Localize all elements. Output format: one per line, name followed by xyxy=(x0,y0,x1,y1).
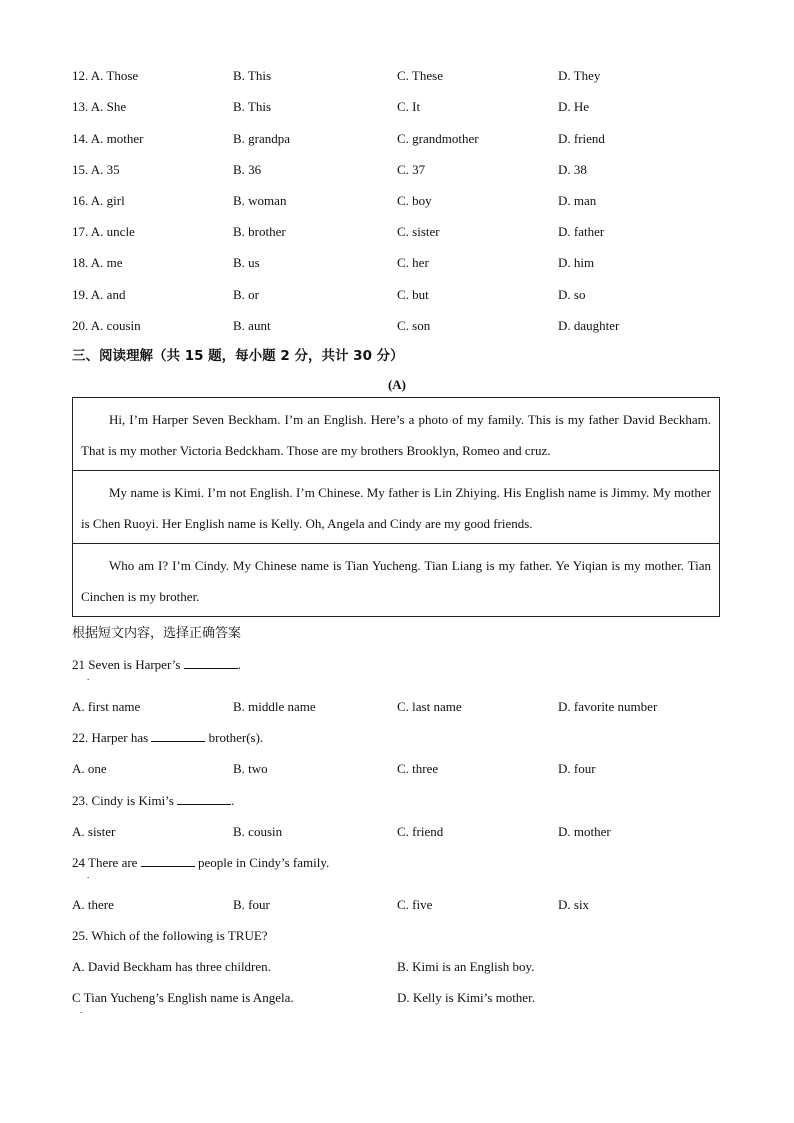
instruction: 根据短文内容，选择正确答案 xyxy=(72,626,242,641)
question-stem xyxy=(72,729,732,747)
option-b: B. woman xyxy=(233,193,287,208)
option-b: B. Kimi is an English boy. xyxy=(397,959,535,974)
list-item xyxy=(72,317,732,335)
option-c: C. 37 xyxy=(397,162,426,177)
list-item xyxy=(72,989,732,1007)
option-a: A. there xyxy=(72,897,114,912)
option-b: B. aunt xyxy=(233,318,271,333)
list-item xyxy=(72,130,732,148)
option-a: 16. A. girl xyxy=(72,193,125,208)
list-item xyxy=(72,896,732,914)
list-item xyxy=(72,958,732,976)
stem-text: 24 There are xyxy=(72,855,141,870)
list-item xyxy=(72,254,732,272)
option-c: C. These xyxy=(397,68,443,83)
stem-text: . xyxy=(237,657,241,672)
list-item xyxy=(72,698,732,716)
option-c: C. son xyxy=(397,318,431,333)
list-item xyxy=(72,760,732,778)
option-a: A. sister xyxy=(72,824,116,839)
question-stem xyxy=(72,656,732,674)
passage-text: Who am I? I’m Cindy. My Chinese name is Tian Yucheng. Tian Liang is my father. Ye Yiqian is my mother. Tian Cinchen is my brother. xyxy=(81,558,711,604)
option-b: B. middle name xyxy=(233,699,316,714)
option-a: A. David Beckham has three children. xyxy=(72,959,271,974)
stem-text: brother(s). xyxy=(205,730,264,745)
option-b: B. us xyxy=(233,255,260,270)
passage-cell xyxy=(73,404,719,471)
option-d: D. He xyxy=(558,99,590,114)
passage-cell xyxy=(73,550,719,612)
option-d: D. friend xyxy=(558,131,605,146)
option-a: A. first name xyxy=(72,699,141,714)
question-stem xyxy=(72,792,732,810)
option-d: D. father xyxy=(558,224,605,239)
option-c: C. grandmother xyxy=(397,131,479,146)
list-item xyxy=(72,223,732,241)
stray-dot: . xyxy=(80,1005,83,1015)
stem-text: . xyxy=(231,793,235,808)
option-a: 14. A. mother xyxy=(72,131,144,146)
list-item xyxy=(72,67,732,85)
option-b: B. or xyxy=(233,287,259,302)
option-a: 20. A. cousin xyxy=(72,318,141,333)
option-c: C. friend xyxy=(397,824,444,839)
answer-blank xyxy=(177,792,231,805)
stem-text: 22. Harper has xyxy=(72,730,152,745)
list-item xyxy=(72,286,732,304)
option-d: D. him xyxy=(558,255,595,270)
stem-text: 23. Cindy is Kimi’s xyxy=(72,793,178,808)
option-b: B. This xyxy=(233,68,272,83)
option-d: D. so xyxy=(558,287,586,302)
option-b: B. 36 xyxy=(233,162,262,177)
option-d: D. four xyxy=(558,761,596,776)
answer-blank xyxy=(141,854,195,867)
option-a: 15. A. 35 xyxy=(72,162,120,177)
list-item xyxy=(72,98,732,116)
section-title: 三、阅读理解（共 15 题，每小题 2 分，共计 30 分） xyxy=(72,348,404,364)
list-item xyxy=(72,192,732,210)
option-b: B. two xyxy=(233,761,268,776)
option-c: C. but xyxy=(397,287,429,302)
question-stem xyxy=(72,854,732,872)
stem-text: 21 Seven is Harper’s xyxy=(72,657,184,672)
option-c: C. It xyxy=(397,99,421,114)
option-a: A. one xyxy=(72,761,107,776)
option-b: B. brother xyxy=(233,224,286,239)
option-d: D. mother xyxy=(558,824,611,839)
option-c: C. boy xyxy=(397,193,432,208)
passage-label: (A) xyxy=(387,377,407,392)
passage-cell xyxy=(73,477,719,544)
list-item xyxy=(72,823,732,841)
option-c: C. five xyxy=(397,897,433,912)
passage-text: My name is Kimi. I’m not English. I’m Chinese. My father is Lin Zhiying. His English name is Jimmy. My mother is Chen Ruoyi. Her English name is Kelly. Oh, Angela and Cindy are my good friends. xyxy=(81,485,711,531)
answer-blank xyxy=(184,656,238,669)
option-a: 12. A. Those xyxy=(72,68,139,83)
stray-dot: . xyxy=(87,672,90,682)
option-d: D. man xyxy=(558,193,597,208)
passage-table xyxy=(72,397,720,617)
list-item xyxy=(72,161,732,179)
option-a: 18. A. me xyxy=(72,255,123,270)
option-c: C. sister xyxy=(397,224,440,239)
option-a: 19. A. and xyxy=(72,287,126,302)
option-c: C Tian Yucheng’s English name is Angela. xyxy=(72,990,294,1005)
option-a: 13. A. She xyxy=(72,99,127,114)
option-b: B. This xyxy=(233,99,272,114)
option-d: D. They xyxy=(558,68,601,83)
option-c: C. her xyxy=(397,255,429,270)
passage-text: Hi, I’m Harper Seven Beckham. I’m an English. Here’s a photo of my family. This is my father David Beckham. That is my mother Victoria Bedckham. Those are my brothers Brooklyn, Romeo and cruz. xyxy=(81,412,711,458)
answer-blank xyxy=(151,729,205,742)
option-d: D. Kelly is Kimi’s mother. xyxy=(397,990,535,1005)
stem-text: people in Cindy’s family. xyxy=(194,855,330,870)
option-c: C. three xyxy=(397,761,439,776)
option-a: 17. A. uncle xyxy=(72,224,135,239)
option-b: B. cousin xyxy=(233,824,283,839)
question-stem: 25. Which of the following is TRUE? xyxy=(72,928,268,943)
option-b: B. four xyxy=(233,897,270,912)
stray-dot: . xyxy=(87,870,90,880)
option-d: D. daughter xyxy=(558,318,620,333)
option-d: D. 38 xyxy=(558,162,587,177)
option-b: B. grandpa xyxy=(233,131,291,146)
option-d: D. favorite number xyxy=(558,699,658,714)
option-d: D. six xyxy=(558,897,590,912)
option-c: C. last name xyxy=(397,699,462,714)
